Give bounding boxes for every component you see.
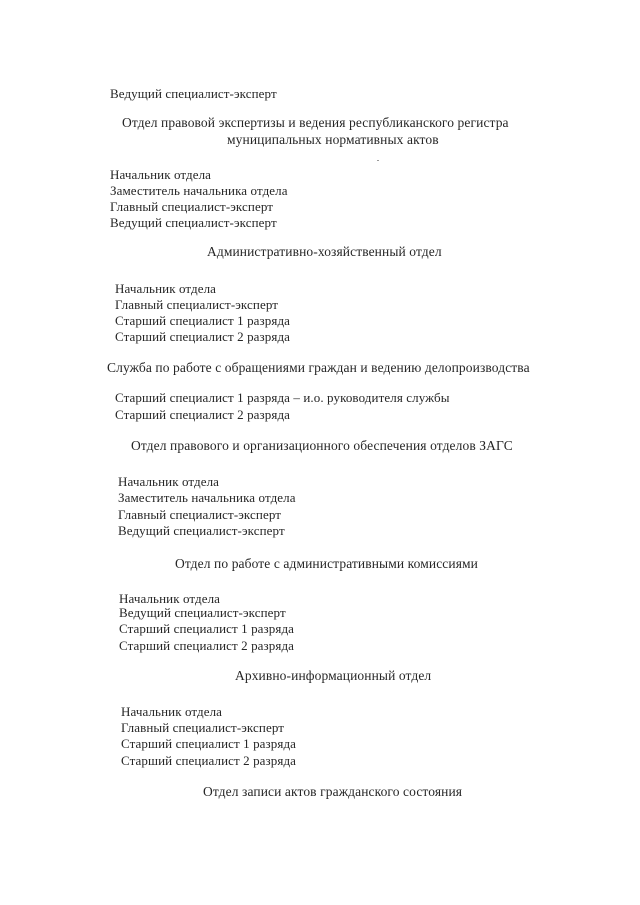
staff-position: Начальник отдела [115,281,217,296]
department-heading: Отдел записи актов гражданского состояния [203,784,463,799]
staff-position: Начальник отдела [119,591,221,606]
department-heading: Архивно-информационный отдел [235,668,432,683]
department-heading: Отдел правовой экспертизы и ведения республиканского регистра [122,115,509,130]
staff-position: Заместитель начальника отдела [110,183,288,198]
staff-position: Старший специалист 1 разряда [115,313,291,328]
staff-position: Ведущий специалист-эксперт [110,215,277,230]
staff-position: Заместитель начальника отдела [118,490,296,505]
staff-position: Главный специалист-эксперт [110,199,274,214]
department-heading: Отдел правового и организационного обеспечения отделов ЗАГС [131,438,513,453]
staff-position: Ведущий специалист-эксперт [119,605,286,620]
staff-position: Главный специалист-эксперт [115,297,279,312]
department-heading: муниципальных нормативных актов [227,132,439,147]
staff-position: Главный специалист-эксперт [118,507,282,522]
staff-position: Старший специалист 2 разряда [115,329,291,344]
staff-position: Ведущий специалист-эксперт [110,86,277,101]
staff-position: Начальник отдела [110,167,212,182]
department-heading: Административно-хозяйственный отдел [207,244,442,259]
department-heading: Служба по работе с обращениями граждан и ведению делопроизводства [107,360,530,375]
scan-speck [377,160,379,161]
staff-position: Старший специалист 1 разряда – и.о. руководителя службы [115,390,450,405]
staff-position: Старший специалист 2 разряда [119,638,295,653]
department-heading: Отдел по работе с административными комиссиями [175,556,478,571]
staff-position: Главный специалист-эксперт [121,720,285,735]
staff-position: Начальник отдела [121,704,223,719]
staff-position: Старший специалист 2 разряда [121,753,297,768]
staff-position: Старший специалист 1 разряда [121,736,297,751]
staff-position: Начальник отдела [118,474,220,489]
staff-position: Старший специалист 1 разряда [119,621,295,636]
staff-position: Ведущий специалист-эксперт [118,523,285,538]
staff-position: Старший специалист 2 разряда [115,407,291,422]
